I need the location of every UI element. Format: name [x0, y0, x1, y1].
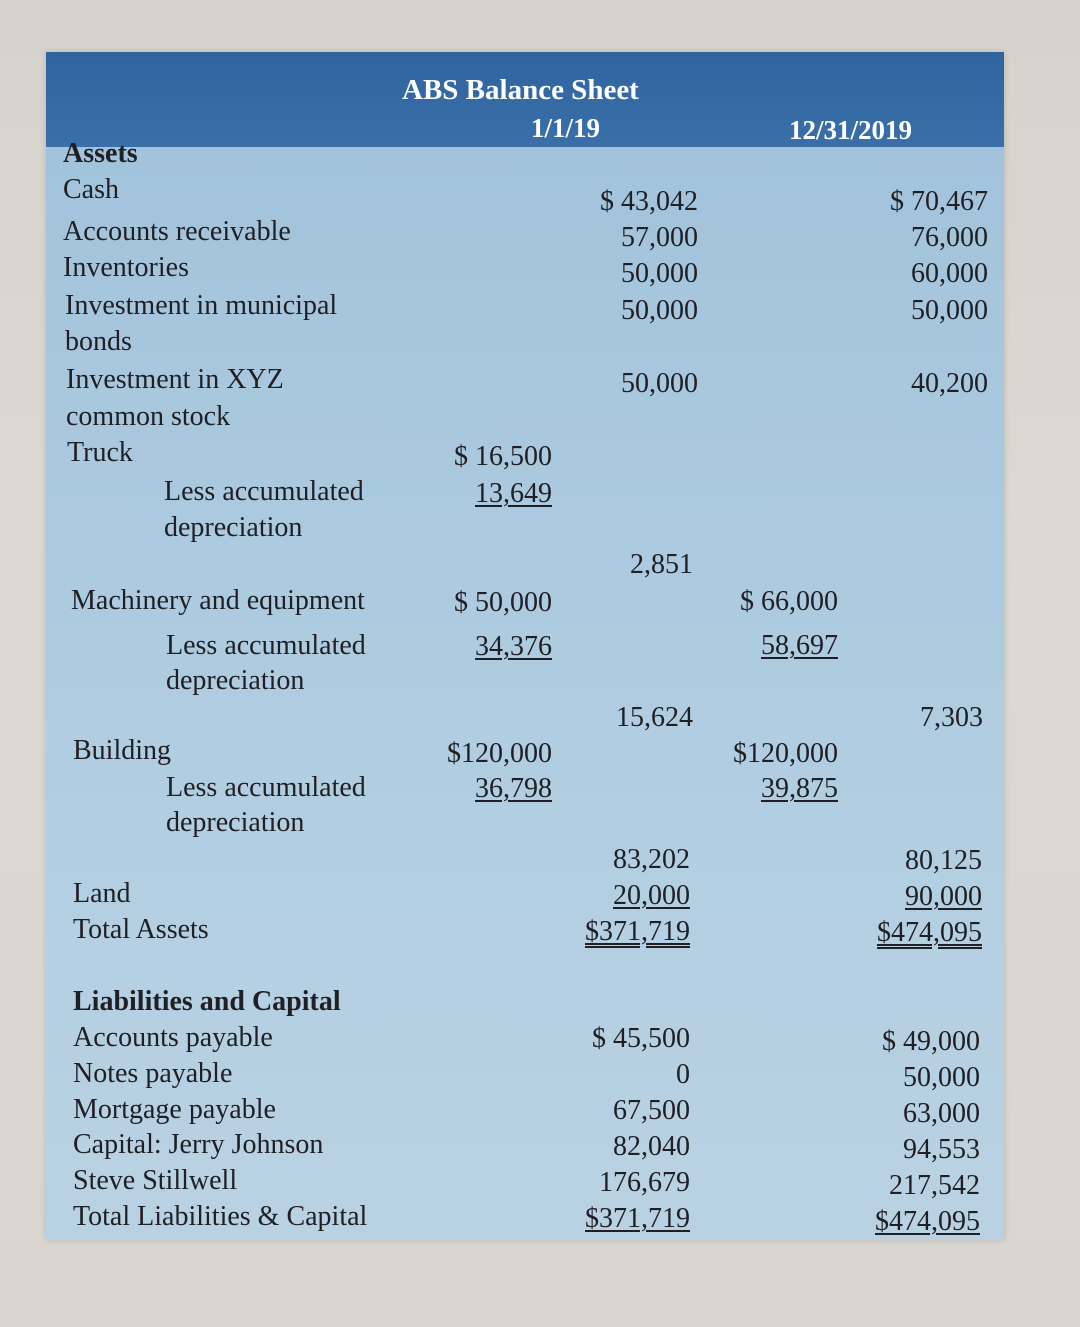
- building-label: Building: [73, 735, 172, 766]
- cash-label: Cash: [63, 174, 119, 205]
- machinery-gross-end: $ 66,000: [740, 586, 838, 617]
- muni-bonds-start: 50,000: [621, 295, 698, 326]
- building-accum-start: 36,798: [475, 773, 552, 804]
- land-start: 20,000: [613, 880, 690, 911]
- building-accum-end: 39,875: [761, 773, 838, 804]
- notes-payable-label: Notes payable: [73, 1058, 233, 1089]
- sheet-title: ABS Balance Sheet: [402, 74, 639, 106]
- liabilities-heading: Liabilities and Capital: [73, 986, 341, 1017]
- accounts-receivable-start: 57,000: [621, 222, 698, 253]
- machinery-accum-start: 34,376: [475, 631, 552, 662]
- accounts-receivable-end: 76,000: [911, 222, 988, 253]
- truck-net-start: 2,851: [630, 549, 693, 580]
- capital-johnson-end: 94,553: [903, 1134, 980, 1165]
- mortgage-payable-label: Mortgage payable: [73, 1094, 276, 1125]
- total-assets-end: $474,095: [877, 917, 982, 948]
- truck-less-line2: depreciation: [164, 512, 303, 543]
- land-label: Land: [73, 878, 131, 909]
- stillwell-start: 176,679: [599, 1167, 690, 1198]
- machinery-label: Machinery and equipment: [71, 585, 365, 616]
- mortgage-payable-end: 63,000: [903, 1098, 980, 1129]
- cash-start: $ 43,042: [600, 186, 698, 217]
- total-liabilities-label: Total Liabilities & Capital: [73, 1201, 368, 1232]
- xyz-stock-label-line2: common stock: [66, 401, 231, 432]
- accounts-receivable-label: Accounts receivable: [63, 216, 291, 247]
- balance-sheet: [46, 52, 1004, 1240]
- mortgage-payable-start: 67,500: [613, 1095, 690, 1126]
- accounts-payable-label: Accounts payable: [73, 1022, 273, 1053]
- inventories-label: Inventories: [63, 252, 189, 283]
- total-assets-start: $371,719: [585, 916, 690, 947]
- stillwell-end: 217,542: [889, 1170, 980, 1201]
- building-less-line2: depreciation: [166, 807, 305, 838]
- xyz-stock-end: 40,200: [911, 368, 988, 399]
- truck-gross-start: $ 16,500: [454, 441, 552, 472]
- machinery-accum-end: 58,697: [761, 630, 838, 661]
- total-liabilities-end: $474,095: [875, 1206, 980, 1237]
- muni-bonds-end: 50,000: [911, 295, 988, 326]
- machinery-gross-start: $ 50,000: [454, 587, 552, 618]
- xyz-stock-start: 50,000: [621, 368, 698, 399]
- capital-johnson-start: 82,040: [613, 1131, 690, 1162]
- building-gross-start: $120,000: [447, 738, 552, 769]
- building-gross-end: $120,000: [733, 738, 838, 769]
- truck-label: Truck: [67, 437, 133, 468]
- total-assets-label: Total Assets: [73, 914, 209, 945]
- notes-payable-start: 0: [676, 1059, 690, 1090]
- building-less-line1: Less accumulated: [166, 772, 366, 803]
- truck-accum-start: 13,649: [475, 478, 552, 509]
- inventories-end: 60,000: [911, 258, 988, 289]
- inventories-start: 50,000: [621, 258, 698, 289]
- column-header-start: 1/1/19: [531, 113, 601, 143]
- notes-payable-end: 50,000: [903, 1062, 980, 1093]
- machinery-net-end: 7,303: [920, 702, 983, 733]
- building-net-end: 80,125: [905, 845, 982, 876]
- assets-heading: Assets: [63, 138, 138, 169]
- stillwell-label: Steve Stillwell: [73, 1165, 238, 1196]
- cash-end: $ 70,467: [890, 186, 988, 217]
- muni-bonds-label-line2: bonds: [65, 326, 132, 357]
- xyz-stock-label-line1: Investment in XYZ: [66, 364, 284, 395]
- machinery-less-line1: Less accumulated: [166, 630, 366, 661]
- truck-less-line1: Less accumulated: [164, 476, 364, 507]
- column-header-end: 12/31/2019: [789, 115, 913, 145]
- accounts-payable-end: $ 49,000: [882, 1026, 980, 1057]
- building-net-start: 83,202: [613, 844, 690, 875]
- machinery-less-line2: depreciation: [166, 665, 305, 696]
- accounts-payable-start: $ 45,500: [592, 1023, 690, 1054]
- muni-bonds-label-line1: Investment in municipal: [65, 290, 338, 321]
- machinery-net-start: 15,624: [616, 702, 693, 733]
- land-end: 90,000: [905, 881, 982, 912]
- total-liabilities-start: $371,719: [585, 1203, 690, 1234]
- capital-johnson-label: Capital: Jerry Johnson: [73, 1129, 324, 1160]
